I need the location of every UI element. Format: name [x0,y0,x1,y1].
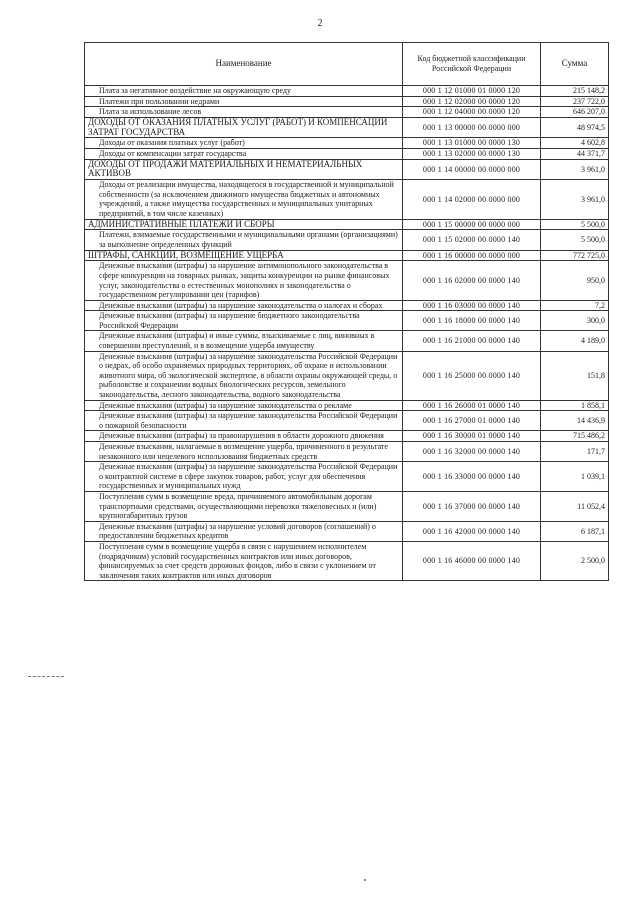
table-row [85,159,609,180]
header-sum: Сумма [541,43,609,86]
row-code: 000 1 15 02000 00 0000 140 [403,230,541,250]
row-name: Денежные взыскания, налагаемые в возмещение ущерба, причиненного в результате незаконного или нецелевого использования бюджетных средств [85,442,403,462]
row-name: Денежные взыскания (штрафы) за нарушение законодательства Российской Федерации о контрактной системе в сфере закупок товаров, работ, услуг для обеспечения государственных и муниципальных нужд [85,462,403,492]
row-code: 000 1 16 32000 00 0000 140 [403,442,541,462]
row-code: 000 1 16 26000 01 0000 140 [403,400,541,411]
table-row [85,442,609,462]
row-amount: 2 500,0 [541,541,609,580]
row-code: 000 1 12 01000 01 0000 120 [403,86,541,97]
page-number: 2 [317,18,323,29]
row-name: Доходы от компенсации затрат государства [85,148,403,159]
table-row [85,411,609,431]
row-code: 000 1 16 00000 00 0000 000 [403,250,541,261]
table-row [85,521,609,541]
row-amount: 646 207,0 [541,107,609,118]
row-code: 000 1 13 02000 00 0000 130 [403,148,541,159]
row-amount: 6 187,1 [541,521,609,541]
table-row [85,148,609,159]
row-amount: 48 974,5 [541,117,609,138]
row-amount: 715 486,2 [541,431,609,442]
row-amount: 215 148,2 [541,86,609,97]
table-body [85,86,609,581]
row-amount: 772 725,0 [541,250,609,261]
row-amount: 300,0 [541,311,609,331]
table-row [85,250,609,261]
row-code: 000 1 16 30000 01 0000 140 [403,431,541,442]
row-amount: 4 602,8 [541,138,609,149]
table-row [85,541,609,580]
row-amount: 3 961,0 [541,159,609,180]
row-name: Денежные взыскания (штрафы) за нарушение условий договоров (соглашений) о предоставлении бюджетных кредитов [85,521,403,541]
row-name: ДОХОДЫ ОТ ПРОДАЖИ МАТЕРИАЛЬНЫХ И НЕМАТЕРИАЛЬНЫХ АКТИВОВ [85,159,403,180]
row-amount: 1 039,1 [541,462,609,492]
row-amount: 3 961,0 [541,180,609,219]
row-name: Поступления сумм в возмещение ущерба в связи с нарушением исполнителем (подрядчиком) условий государственных контрактов или иных договоров, финансируемых за счет средств дорожных фондов, либо в связи с уклонением от заключения таких контрактов или иных договоров [85,541,403,580]
row-name: ДОХОДЫ ОТ ОКАЗАНИЯ ПЛАТНЫХ УСЛУГ (РАБОТ) И КОМПЕНСАЦИИ ЗАТРАТ ГОСУДАРСТВА [85,117,403,138]
row-code: 000 1 16 02000 00 0000 140 [403,261,541,300]
row-amount: 5 500,0 [541,219,609,230]
row-amount: 44 371,7 [541,148,609,159]
header-name: Наименование [85,43,403,86]
row-name: Доходы от оказания платных услуг (работ) [85,138,403,149]
revenue-table [84,42,609,581]
row-code: 000 1 12 02000 00 0000 120 [403,96,541,107]
table-row [85,331,609,351]
row-amount: 171,7 [541,442,609,462]
header-code: Код бюджетной классификации Российской Федерации [403,43,541,86]
row-name: АДМИНИСТРАТИВНЫЕ ПЛАТЕЖИ И СБОРЫ [85,219,403,230]
row-code: 000 1 16 46000 00 0000 140 [403,541,541,580]
row-amount: 1 858,1 [541,400,609,411]
row-code: 000 1 13 01000 00 0000 130 [403,138,541,149]
row-name: Доходы от реализации имущества, находящегося в государственной и муниципальной собственности (за исключением движимого имущества бюджетных и автономных учреждений, а также имущества государственных и муниципальных унитарных предприятий, в том числе казенных) [85,180,403,219]
scan-dot [364,879,366,881]
row-amount: 237 722,0 [541,96,609,107]
table-row [85,351,609,400]
row-name: Денежные взыскания (штрафы) за нарушение законодательства Российской Федерации о недрах, об особо охраняемых природных территориях, об охране и использовании животного мира, об экологической экспертизе, в области охраны окружающей среды, о рыболовстве и сохранении водных биологических ресурсов, земельного законодательства, лесного законодательства, водного законодательства [85,351,403,400]
row-name: Плата за использование лесов [85,107,403,118]
table-row [85,431,609,442]
row-amount: 151,8 [541,351,609,400]
row-name: Денежные взыскания (штрафы) и иные суммы, взыскиваемые с лиц, виновных в совершении преступлений, и в возмещение ущерба имуществу [85,331,403,351]
table-row [85,219,609,230]
row-name: ШТРАФЫ, САНКЦИИ, ВОЗМЕЩЕНИЕ УЩЕРБА [85,250,403,261]
table-row [85,86,609,97]
table-row [85,138,609,149]
row-code: 000 1 16 25000 00 0000 140 [403,351,541,400]
table-row [85,96,609,107]
row-code: 000 1 16 37000 00 0000 140 [403,491,541,521]
table-row [85,107,609,118]
margin-mark [28,676,64,677]
row-code: 000 1 14 02000 00 0000 000 [403,180,541,219]
row-amount: 950,0 [541,261,609,300]
row-code: 000 1 15 00000 00 0000 000 [403,219,541,230]
row-code: 000 1 16 03000 00 0000 140 [403,300,541,311]
table-row [85,180,609,219]
row-code: 000 1 16 27000 01 0000 140 [403,411,541,431]
row-code: 000 1 12 04000 00 0000 120 [403,107,541,118]
row-name: Плата за негативное воздействие на окружающую среду [85,86,403,97]
row-name: Денежные взыскания (штрафы) за нарушение законодательства Российской Федерации о пожарной безопасности [85,411,403,431]
row-name: Денежные взыскания (штрафы) за нарушение законодательства о налогах и сборах [85,300,403,311]
row-name: Поступления сумм в возмещение вреда, причиняемого автомобильным дорогам транспортными средствами, осуществляющими перевозки тяжеловесных и (или) крупногабаритных грузов [85,491,403,521]
row-name: Платежи, взимаемые государственными и муниципальными органами (организациями) за выполнение определенных функций [85,230,403,250]
row-name: Денежные взыскания (штрафы) за нарушение антимонопольного законодательства в сфере конкуренции на товарных рынках, защиты конкуренции на рынке финансовых услуг, законодательства о естественных монополиях и законодательства о государственном регулировании цен (тарифов) [85,261,403,300]
row-amount: 4 189,0 [541,331,609,351]
row-code: 000 1 14 00000 00 0000 000 [403,159,541,180]
row-name: Платежи при пользовании недрами [85,96,403,107]
row-code: 000 1 16 33000 00 0000 140 [403,462,541,492]
row-code: 000 1 16 18000 00 0000 140 [403,311,541,331]
table-row [85,300,609,311]
row-name: Денежные взыскания (штрафы) за правонарушения в области дорожного движения [85,431,403,442]
table-row [85,311,609,331]
table-row [85,117,609,138]
table-row [85,400,609,411]
row-code: 000 1 16 42000 00 0000 140 [403,521,541,541]
row-amount: 14 436,9 [541,411,609,431]
row-code: 000 1 13 00000 00 0000 000 [403,117,541,138]
table-row [85,491,609,521]
row-amount: 5 500,0 [541,230,609,250]
table-row [85,261,609,300]
row-name: Денежные взыскания (штрафы) за нарушение законодательства о рекламе [85,400,403,411]
row-code: 000 1 16 21000 00 0000 140 [403,331,541,351]
row-name: Денежные взыскания (штрафы) за нарушение бюджетного законодательства Российской Федерации [85,311,403,331]
table-row [85,462,609,492]
table-row [85,230,609,250]
row-amount: 11 052,4 [541,491,609,521]
row-amount: 7,2 [541,300,609,311]
table-header-row [85,43,609,86]
